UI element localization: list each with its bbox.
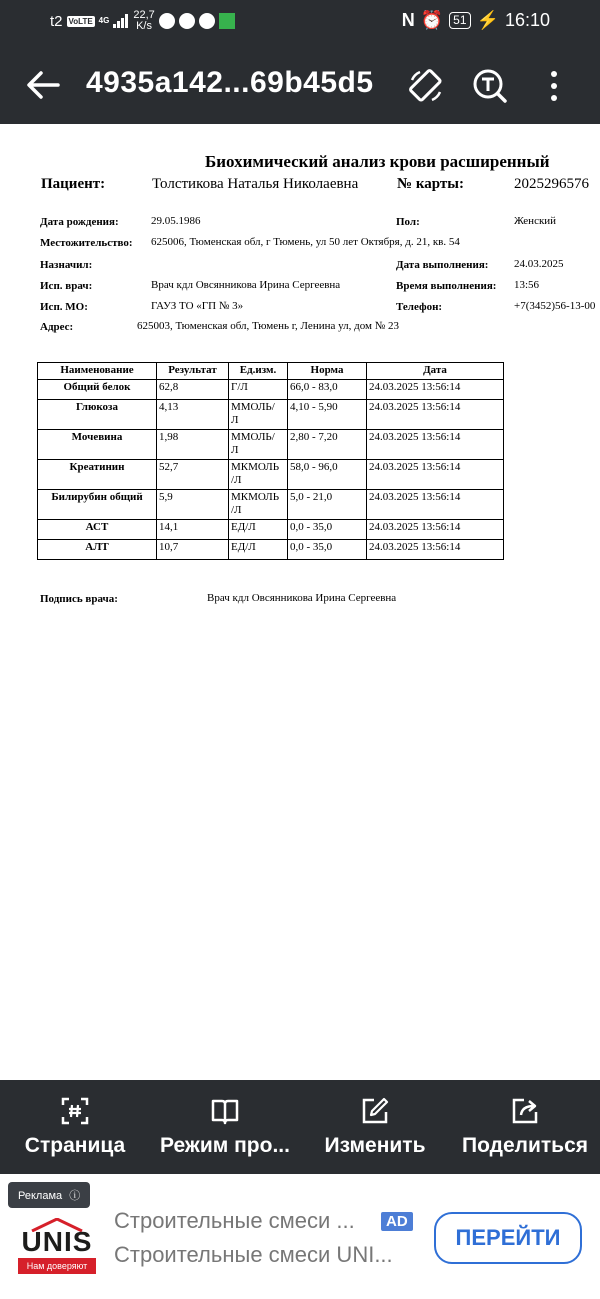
exec-date-value: 24.03.2025 [514, 258, 564, 270]
ad-tag: AD [381, 1212, 413, 1231]
phone-label: Телефон: [396, 301, 443, 313]
table-row [38, 490, 504, 520]
mo-label: Исп. МО: [40, 301, 88, 313]
address-value: 625003, Тюменская обл, Тюмень г, Ленина ул, дом № 23 [137, 320, 399, 332]
cell-norm: 2,80 - 7,20 [288, 430, 367, 460]
status-right [402, 10, 550, 31]
table-row [38, 430, 504, 460]
col-header-result: Результат [157, 363, 229, 380]
cell-norm: 0,0 - 35,0 [288, 520, 367, 540]
signature-value: Врач кдл Овсянникова Ирина Сергеевна [207, 592, 397, 604]
volte-badge: VoLTE [68, 16, 93, 26]
alarm-icon: ⏰ [420, 10, 444, 30]
ad-cta-button[interactable]: ПЕРЕЙТИ [434, 1212, 582, 1264]
cell-unit: Г/Л [229, 380, 288, 400]
cell-result: 4,13 [157, 400, 229, 430]
col-header-unit: Ед.изм. [229, 363, 288, 380]
results-table [37, 362, 504, 560]
share-label: Поделиться [461, 1134, 589, 1157]
share-button[interactable] [456, 1080, 594, 1174]
cell-name: АЛТ [38, 540, 157, 560]
file-title: 4935a142...69b45d5 [86, 66, 374, 99]
reading-label: Режим про... [160, 1134, 290, 1157]
table-header-row [38, 363, 504, 380]
page-label: Страница [24, 1134, 126, 1157]
cell-name: Креатинин [38, 460, 157, 490]
sex-value: Женский [514, 215, 557, 227]
table-row [38, 540, 504, 560]
app-bar [0, 46, 600, 124]
birth-value: 29.05.1986 [151, 215, 201, 227]
cell-date: 24.03.2025 13:56:14 [367, 520, 504, 540]
cell-result: 5,9 [157, 490, 229, 520]
cell-norm: 4,10 - 5,90 [288, 400, 367, 430]
nfc-icon: N [401, 10, 415, 30]
doctor-label: Исп. врач: [40, 280, 93, 292]
exec-date-label: Дата выполнения: [396, 259, 489, 271]
address-label: Адрес: [40, 321, 74, 333]
cell-date: 24.03.2025 13:56:14 [367, 540, 504, 560]
reading-mode-button[interactable] [150, 1080, 300, 1174]
page-button[interactable] [12, 1080, 138, 1174]
s-app-icon [179, 13, 195, 29]
signal-icon [113, 14, 129, 28]
mo-value: ГАУЗ ТО «ГП № 3» [151, 300, 244, 312]
col-header-norm: Норма [288, 363, 367, 380]
share-icon [510, 1096, 540, 1126]
more-options-icon[interactable] [540, 66, 568, 106]
ad-description[interactable]: Строительные смеси UNI... [114, 1242, 393, 1267]
exec-time-value: 13:56 [514, 279, 540, 291]
col-header-name: Наименование [38, 363, 157, 380]
cell-result: 14,1 [157, 520, 229, 540]
edit-icon [360, 1096, 390, 1126]
cell-date: 24.03.2025 13:56:14 [367, 380, 504, 400]
col-header-date: Дата [367, 363, 504, 380]
table-row [38, 460, 504, 490]
cell-unit: МКМОЛЬ /Л [229, 460, 288, 490]
phone-value: +7(3452)56-13-00 [514, 300, 596, 312]
cell-unit: ЕД/Л [229, 540, 288, 560]
cell-date: 24.03.2025 13:56:14 [367, 400, 504, 430]
charging-icon: ⚡ [476, 10, 499, 30]
table-row [38, 400, 504, 430]
cell-unit: ЕД/Л [229, 520, 288, 540]
table-row [38, 380, 504, 400]
advertiser-logo[interactable] [14, 1218, 100, 1278]
cell-norm: 58,0 - 96,0 [288, 460, 367, 490]
exec-time-label: Время выполнения: [396, 280, 497, 292]
cell-date: 24.03.2025 13:56:14 [367, 430, 504, 460]
messenger-icon [199, 13, 215, 29]
sex-label: Пол: [396, 216, 420, 228]
net-speed: 22,7 K/s [133, 9, 155, 32]
patient-value: Толстикова Наталья Николаевна [152, 176, 359, 192]
table-row [38, 520, 504, 540]
book-icon [210, 1096, 240, 1126]
cell-result: 1,98 [157, 430, 229, 460]
patient-label: Пациент: [41, 176, 106, 192]
cell-name: Общий белок [38, 380, 157, 400]
edit-label: Изменить [324, 1134, 426, 1157]
ad-banner[interactable] [0, 1174, 600, 1299]
ad-badge-text: Реклама [18, 1190, 63, 1202]
cell-unit: ММОЛЬ/ Л [229, 430, 288, 460]
cell-name: Билирубин общий [38, 490, 157, 520]
edit-button[interactable] [316, 1080, 434, 1174]
doctor-value: Врач кдл Овсянникова Ирина Сергеевна [151, 279, 341, 291]
text-recognition-icon[interactable] [470, 66, 510, 106]
card-label: № карты: [397, 176, 464, 192]
document-view[interactable] [0, 124, 600, 1080]
info-icon[interactable]: ⓘ [69, 1190, 81, 1202]
cell-date: 24.03.2025 13:56:14 [367, 460, 504, 490]
cell-name: Мочевина [38, 430, 157, 460]
cell-norm: 66,0 - 83,0 [288, 380, 367, 400]
cell-result: 62,8 [157, 380, 229, 400]
cell-date: 24.03.2025 13:56:14 [367, 490, 504, 520]
clock: 16:10 [504, 10, 550, 30]
back-arrow-icon[interactable] [24, 66, 62, 104]
logo-name: UNIS [21, 1226, 93, 1257]
cell-unit: МКМОЛЬ /Л [229, 490, 288, 520]
logo-tagline: Нам доверяют [18, 1258, 96, 1274]
assigned-label: Назначил: [40, 259, 93, 271]
cell-unit: ММОЛЬ/ Л [229, 400, 288, 430]
status-left [50, 10, 235, 32]
cell-name: АСТ [38, 520, 157, 540]
cell-norm: 0,0 - 35,0 [288, 540, 367, 560]
status-bar [0, 0, 600, 46]
network-type: 4G [98, 16, 110, 25]
green-app-icon [219, 13, 235, 29]
ad-badge [8, 1182, 90, 1208]
card-value: 2025296576 [514, 176, 589, 192]
ad-headline[interactable]: Строительные смеси ... [114, 1208, 355, 1233]
carrier-text: t2 [50, 12, 63, 30]
cell-result: 52,7 [157, 460, 229, 490]
cell-name: Глюкоза [38, 400, 157, 430]
cell-norm: 5,0 - 21,0 [288, 490, 367, 520]
battery-icon: 51 [449, 12, 470, 29]
birth-label: Дата рождения: [40, 216, 119, 228]
bottom-toolbar [0, 1080, 600, 1174]
burger-king-icon [159, 13, 175, 29]
residence-label: Местожительство: [40, 237, 133, 249]
signature-label: Подпись врача: [40, 593, 118, 605]
residence-value: 625006, Тюменская обл, г Тюмень, ул 50 лет Октября, д. 21, кв. 54 [151, 236, 460, 248]
document-title: Биохимический анализ крови расширенный [205, 152, 550, 171]
page-grid-icon [60, 1096, 90, 1126]
rotate-screen-icon[interactable] [406, 66, 446, 106]
cell-result: 10,7 [157, 540, 229, 560]
